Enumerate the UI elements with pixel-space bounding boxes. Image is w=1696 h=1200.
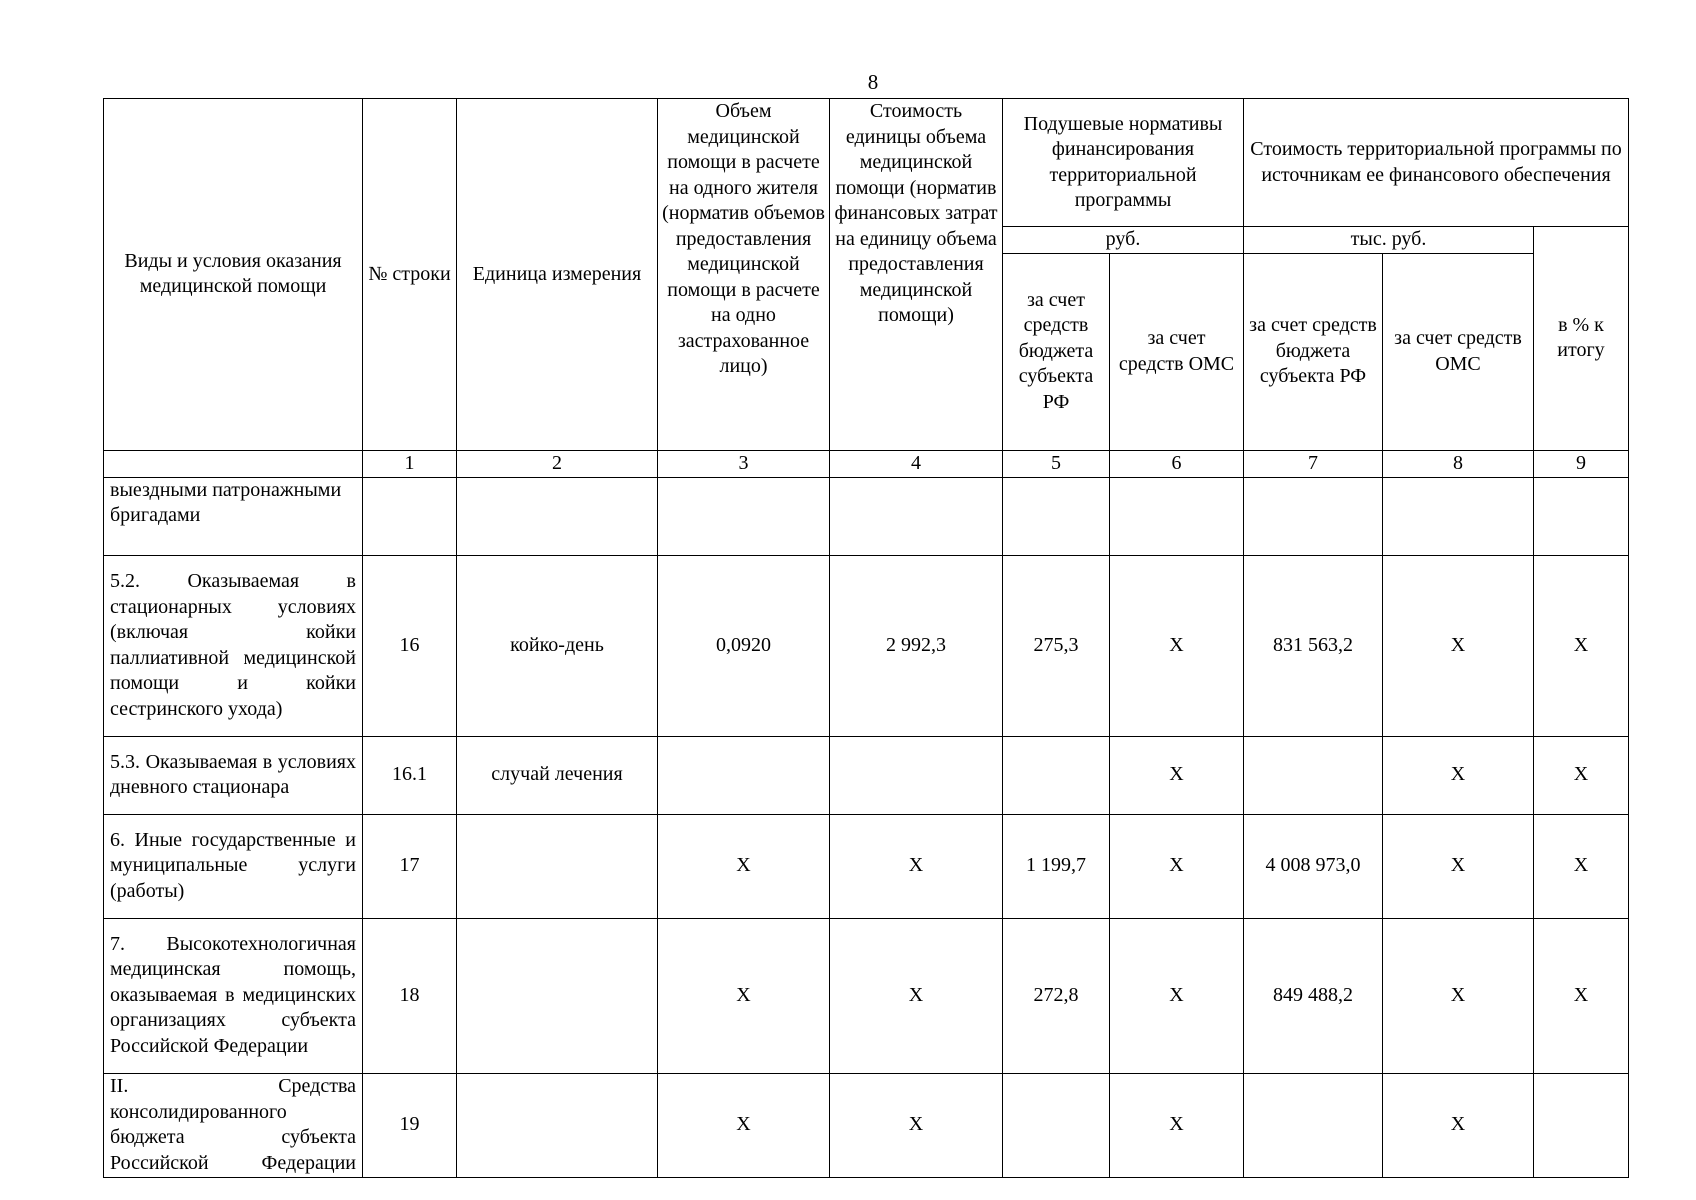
row-value: 275,3 xyxy=(1003,555,1110,736)
row-number: 19 xyxy=(363,1073,457,1177)
header-oms-8: за счет средств ОМС xyxy=(1383,253,1534,450)
row-value xyxy=(1534,477,1629,555)
row-unit: случай лечения xyxy=(457,736,658,814)
row-number: 16 xyxy=(363,555,457,736)
row-value xyxy=(830,736,1003,814)
row-value: X xyxy=(1110,1073,1244,1177)
row-number: 18 xyxy=(363,918,457,1073)
row-value: X xyxy=(1534,555,1629,736)
row-unit xyxy=(457,814,658,918)
header-volume: Объем медицинской помощи в расчете на одного жителя (норматив объемов предоставления медицинской помощи в расчете на одно застрахованное лицо) xyxy=(658,99,830,451)
row-value xyxy=(1003,477,1110,555)
row-value xyxy=(1244,1073,1383,1177)
column-number: 9 xyxy=(1534,450,1629,477)
table-row xyxy=(104,736,1629,814)
column-numbers-row xyxy=(104,450,1629,477)
header-unit-rub: руб. xyxy=(1003,227,1244,254)
header-budget-7: за счет средств бюджета субъекта РФ xyxy=(1244,253,1383,450)
row-name: выездными патронажными бригадами xyxy=(104,477,363,555)
header-unit: Единица измерения xyxy=(457,99,658,451)
row-value xyxy=(1110,477,1244,555)
column-number: 4 xyxy=(830,450,1003,477)
row-value xyxy=(1534,1073,1629,1177)
row-value xyxy=(658,736,830,814)
row-unit xyxy=(457,918,658,1073)
header-unit-thousand-rub: тыс. руб. xyxy=(1244,227,1534,254)
row-unit xyxy=(457,477,658,555)
row-value: X xyxy=(1110,918,1244,1073)
header-oms-6: за счет средств ОМС xyxy=(1110,253,1244,450)
table-row xyxy=(104,1073,1629,1177)
row-value xyxy=(1244,477,1383,555)
column-number: 8 xyxy=(1383,450,1534,477)
header-percent: в % к итогу xyxy=(1534,227,1629,451)
row-value: X xyxy=(1534,814,1629,918)
row-value xyxy=(658,477,830,555)
row-value: X xyxy=(1534,918,1629,1073)
row-number: 16.1 xyxy=(363,736,457,814)
program-cost-table xyxy=(103,98,1629,1178)
row-number: 17 xyxy=(363,814,457,918)
row-value: X xyxy=(830,1073,1003,1177)
row-value xyxy=(1003,736,1110,814)
row-value: 0,0920 xyxy=(658,555,830,736)
row-value: 2 992,3 xyxy=(830,555,1003,736)
row-unit xyxy=(457,1073,658,1177)
column-number xyxy=(104,450,363,477)
row-value: X xyxy=(658,1073,830,1177)
row-value: 831 563,2 xyxy=(1244,555,1383,736)
row-name: 5.3. Оказываемая в условиях дневного стационара xyxy=(104,736,363,814)
column-number: 5 xyxy=(1003,450,1110,477)
row-value: X xyxy=(830,814,1003,918)
row-name: 5.2. Оказываемая в стационарных условиях (включая койки паллиативной медицинской помощи и койки сестринского ухода) xyxy=(104,555,363,736)
row-value xyxy=(1244,736,1383,814)
header-percapita-group: Подушевые нормативы финансирования территориальной программы xyxy=(1003,99,1244,227)
page-number: 8 xyxy=(867,70,879,94)
row-value: X xyxy=(658,814,830,918)
row-value: X xyxy=(1383,736,1534,814)
row-name: 7. Высокотехнологичная медицинская помощь, оказываемая в медицинских организациях субъекта Российской Федерации xyxy=(104,918,363,1073)
row-value: 272,8 xyxy=(1003,918,1110,1073)
row-number xyxy=(363,477,457,555)
row-value: X xyxy=(1110,814,1244,918)
row-name: II. Средства консолидированного бюджета субъекта Российской Федерации xyxy=(104,1073,363,1177)
table-row xyxy=(104,814,1629,918)
row-value: X xyxy=(1110,736,1244,814)
table-row xyxy=(104,477,1629,555)
header-budget-5: за счет средств бюджета субъекта РФ xyxy=(1003,253,1110,450)
row-value xyxy=(830,477,1003,555)
header-program-cost-group: Стоимость территориальной программы по источникам ее финансового обеспечения xyxy=(1244,99,1629,227)
column-number: 2 xyxy=(457,450,658,477)
row-value: 4 008 973,0 xyxy=(1244,814,1383,918)
row-value: X xyxy=(1383,918,1534,1073)
row-value: X xyxy=(1383,1073,1534,1177)
row-value: X xyxy=(1534,736,1629,814)
column-number: 3 xyxy=(658,450,830,477)
row-name: 6. Иные государственные и муниципальные услуги (работы) xyxy=(104,814,363,918)
row-value: X xyxy=(1110,555,1244,736)
column-number: 1 xyxy=(363,450,457,477)
row-value: 849 488,2 xyxy=(1244,918,1383,1073)
row-value: X xyxy=(658,918,830,1073)
column-number: 7 xyxy=(1244,450,1383,477)
row-value: X xyxy=(1383,814,1534,918)
row-value: X xyxy=(830,918,1003,1073)
row-value xyxy=(1003,1073,1110,1177)
row-unit: койко-день xyxy=(457,555,658,736)
row-value: X xyxy=(1383,555,1534,736)
header-kinds: Виды и условия оказания медицинской помощи xyxy=(104,99,363,451)
row-value xyxy=(1383,477,1534,555)
header-cost: Стоимость единицы объема медицинской помощи (норматив финансовых затрат на единицу объема предоставления медицинской помощи) xyxy=(830,99,1003,451)
header-row-number: № строки xyxy=(363,99,457,451)
table-row xyxy=(104,918,1629,1073)
table-row xyxy=(104,555,1629,736)
column-number: 6 xyxy=(1110,450,1244,477)
row-value: 1 199,7 xyxy=(1003,814,1110,918)
